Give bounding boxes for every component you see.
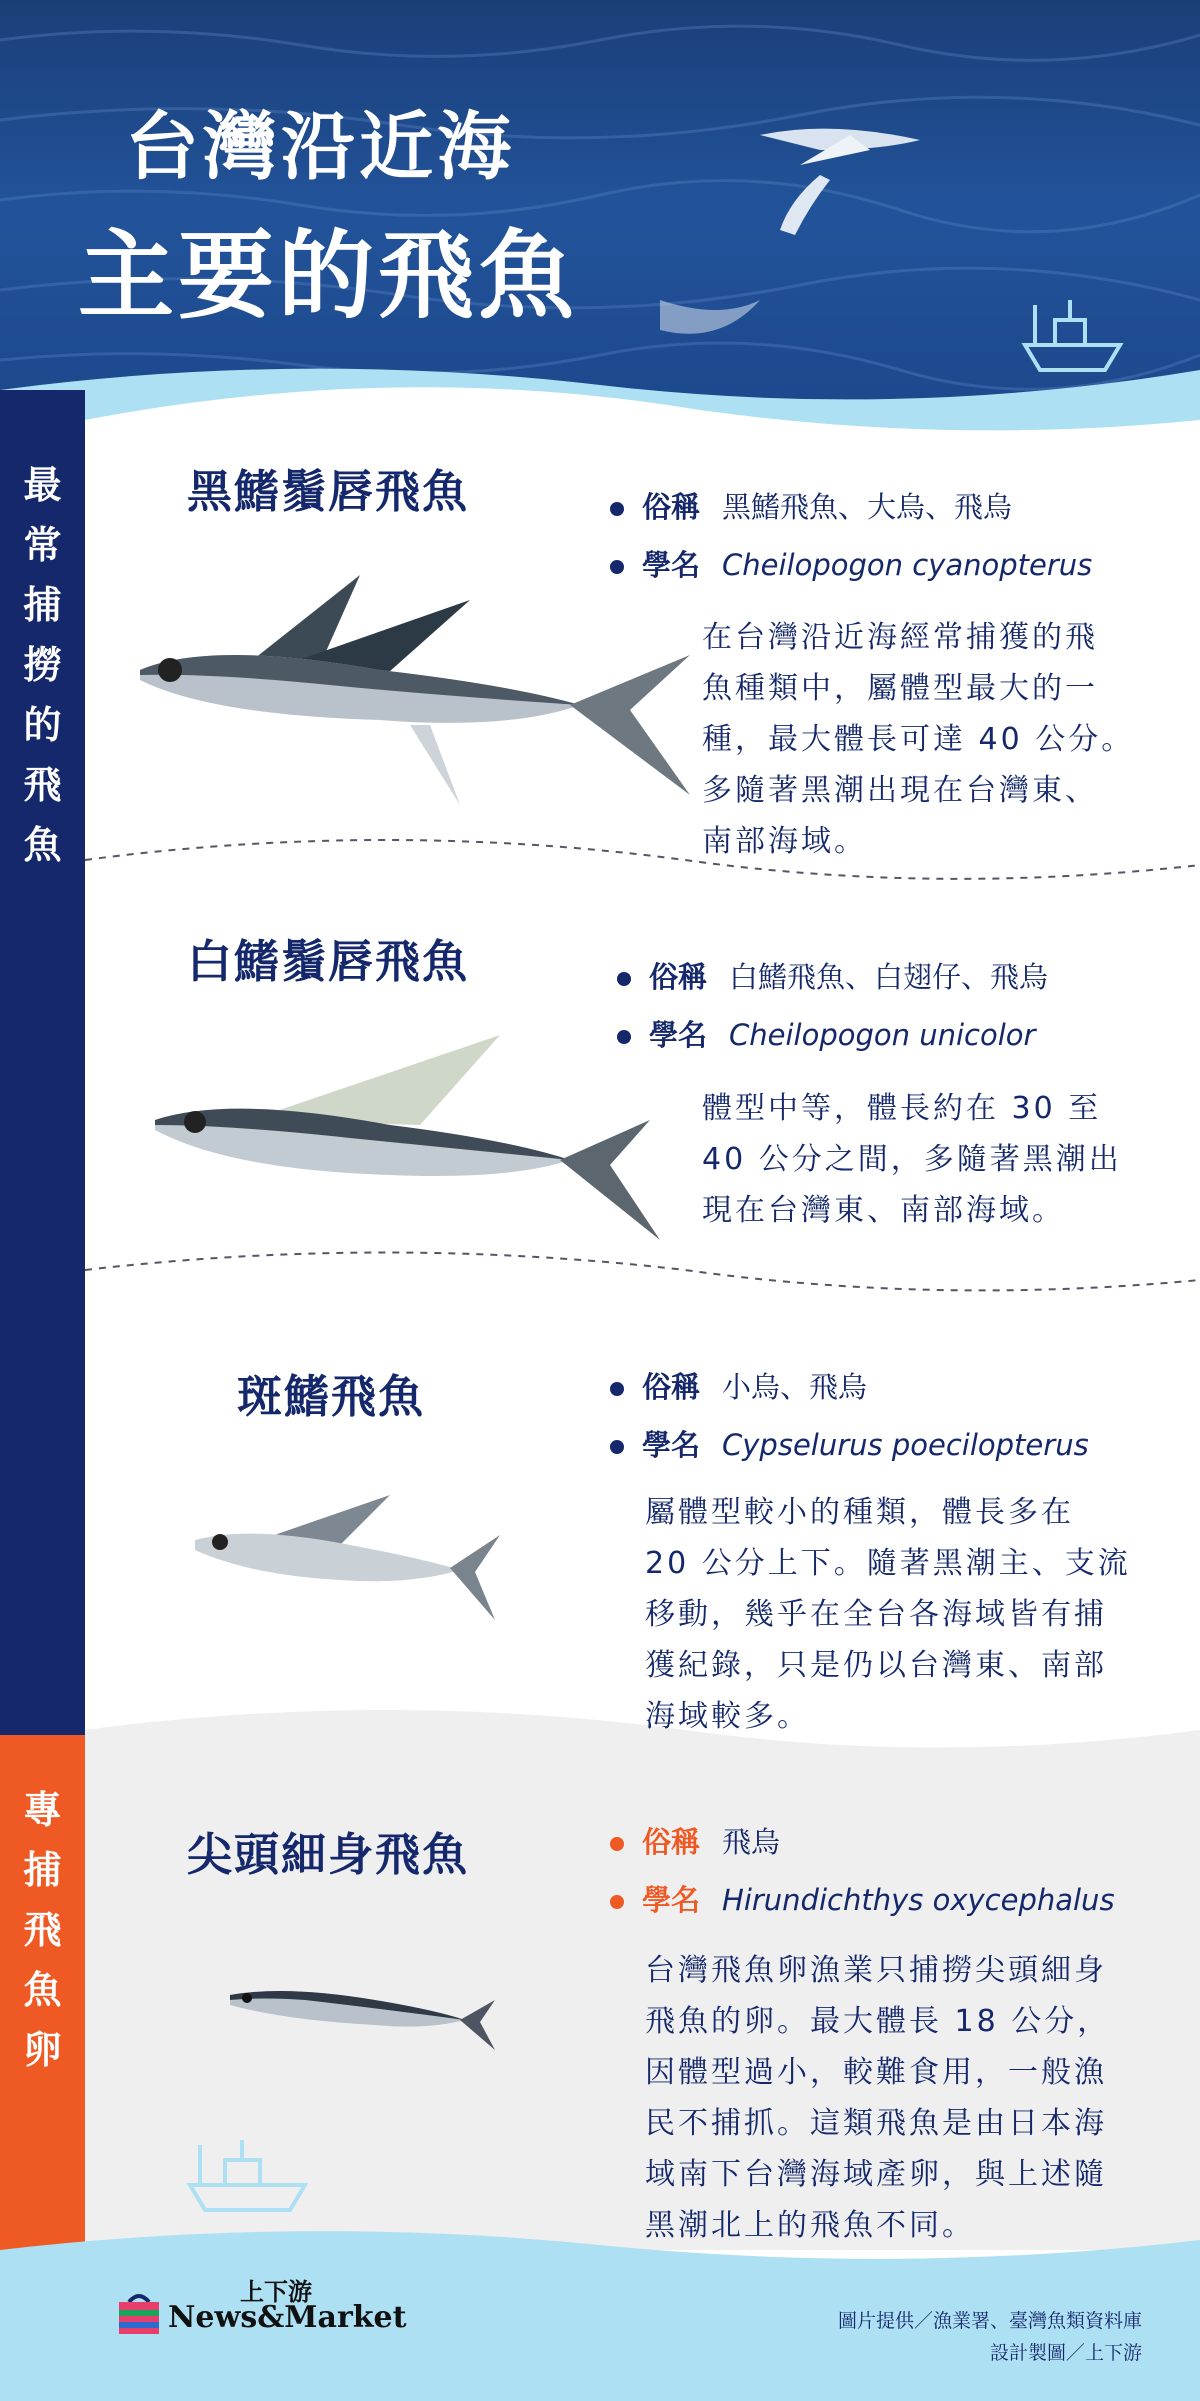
market-basket-icon	[115, 2290, 163, 2338]
fish-4-sci-row: 學名 Hirundichthys oxycephalus	[610, 1878, 1115, 1919]
side-label-common: 最常捕撈的飛魚	[23, 463, 62, 867]
fish-3-image	[190, 1490, 500, 1620]
bullet-icon	[617, 1030, 631, 1044]
fish-1-name: 黑鰭鬚唇飛魚	[187, 465, 470, 518]
fish-3-sci-row: 學名 Cypselurus poecilopterus	[610, 1423, 1089, 1464]
fish-3-name: 斑鰭飛魚	[237, 1370, 426, 1423]
page-title-line2: 主要的飛魚	[78, 220, 578, 332]
fish-3-common-row: 俗稱 小烏、飛烏	[610, 1365, 867, 1406]
credit-design: 設計製圖／上下游	[989, 2342, 1142, 2364]
fish-4-name: 尖頭細身飛魚	[187, 1828, 470, 1881]
hero-flying-fish-icon	[660, 129, 920, 334]
fish-2-image	[150, 1030, 660, 1250]
credit-images: 圖片提供／漁業署、臺灣魚類資料庫	[837, 2310, 1142, 2332]
bullet-icon	[610, 560, 624, 574]
fish-1-sci-row: 學名 Cheilopogon cyanopterus	[610, 543, 1092, 584]
fish-1-common-row: 俗稱 黑鰭飛魚、大烏、飛烏	[610, 485, 1012, 526]
boat-icon	[1025, 300, 1120, 370]
hero-ocean-banner	[0, 0, 1200, 470]
fish-4-description: 台灣飛魚卵漁業只捕撈尖頭細身 飛魚的卵。最大體長 18 公分， 因體型過小，較難食用，一般漁 民不捕抓。這類飛魚是由日本海 域南下台灣海域產卵，與上述隨 黑潮北上的飛魚不同。	[645, 1953, 1111, 2243]
divider-2	[85, 1240, 1200, 1340]
fish-2-sci-row: 學名 Cheilopogon unicolor	[617, 1013, 1035, 1054]
bullet-icon	[610, 502, 624, 516]
logo-text: News&Market	[168, 2300, 407, 2335]
logo-chinese: 上下游	[240, 2278, 312, 2306]
bullet-icon	[610, 1837, 624, 1851]
fish-2-common-row: 俗稱 白鰭飛魚、白翅仔、飛烏	[617, 955, 1048, 996]
page-title-line1: 台灣沿近海	[125, 104, 515, 190]
fish-4-common-row: 俗稱 飛烏	[610, 1820, 780, 1861]
fish-3-description: 屬體型較小的種類，體長多在 20 公分上下。隨著黑潮主、支流 移動，幾乎在全台各海域皆有捕 獲紀錄，只是仍以台灣東、南部 海域較多。	[645, 1495, 1131, 1734]
fish-2-name: 白鰭鬚唇飛魚	[187, 935, 470, 988]
bullet-icon	[610, 1440, 624, 1454]
bullet-icon	[610, 1382, 624, 1396]
bullet-icon	[617, 972, 631, 986]
fish-2-description: 體型中等，體長約在 30 至 40 公分之間，多隨著黑潮出 現在台灣東、南部海域。	[702, 1091, 1122, 1228]
fish-1-description: 在台灣沿近海經常捕獲的飛 魚種類中，屬體型最大的一 種，最大體長可達 40 公分。 多隨著黑潮出現在台灣東、 南部海域。	[702, 620, 1135, 859]
bullet-icon	[610, 1895, 624, 1909]
fish-4-image	[225, 1970, 495, 2060]
fish-1-image	[130, 555, 690, 845]
side-label-eggs: 專捕飛魚卵	[23, 1788, 62, 2072]
boat-outline-icon	[180, 2130, 320, 2220]
